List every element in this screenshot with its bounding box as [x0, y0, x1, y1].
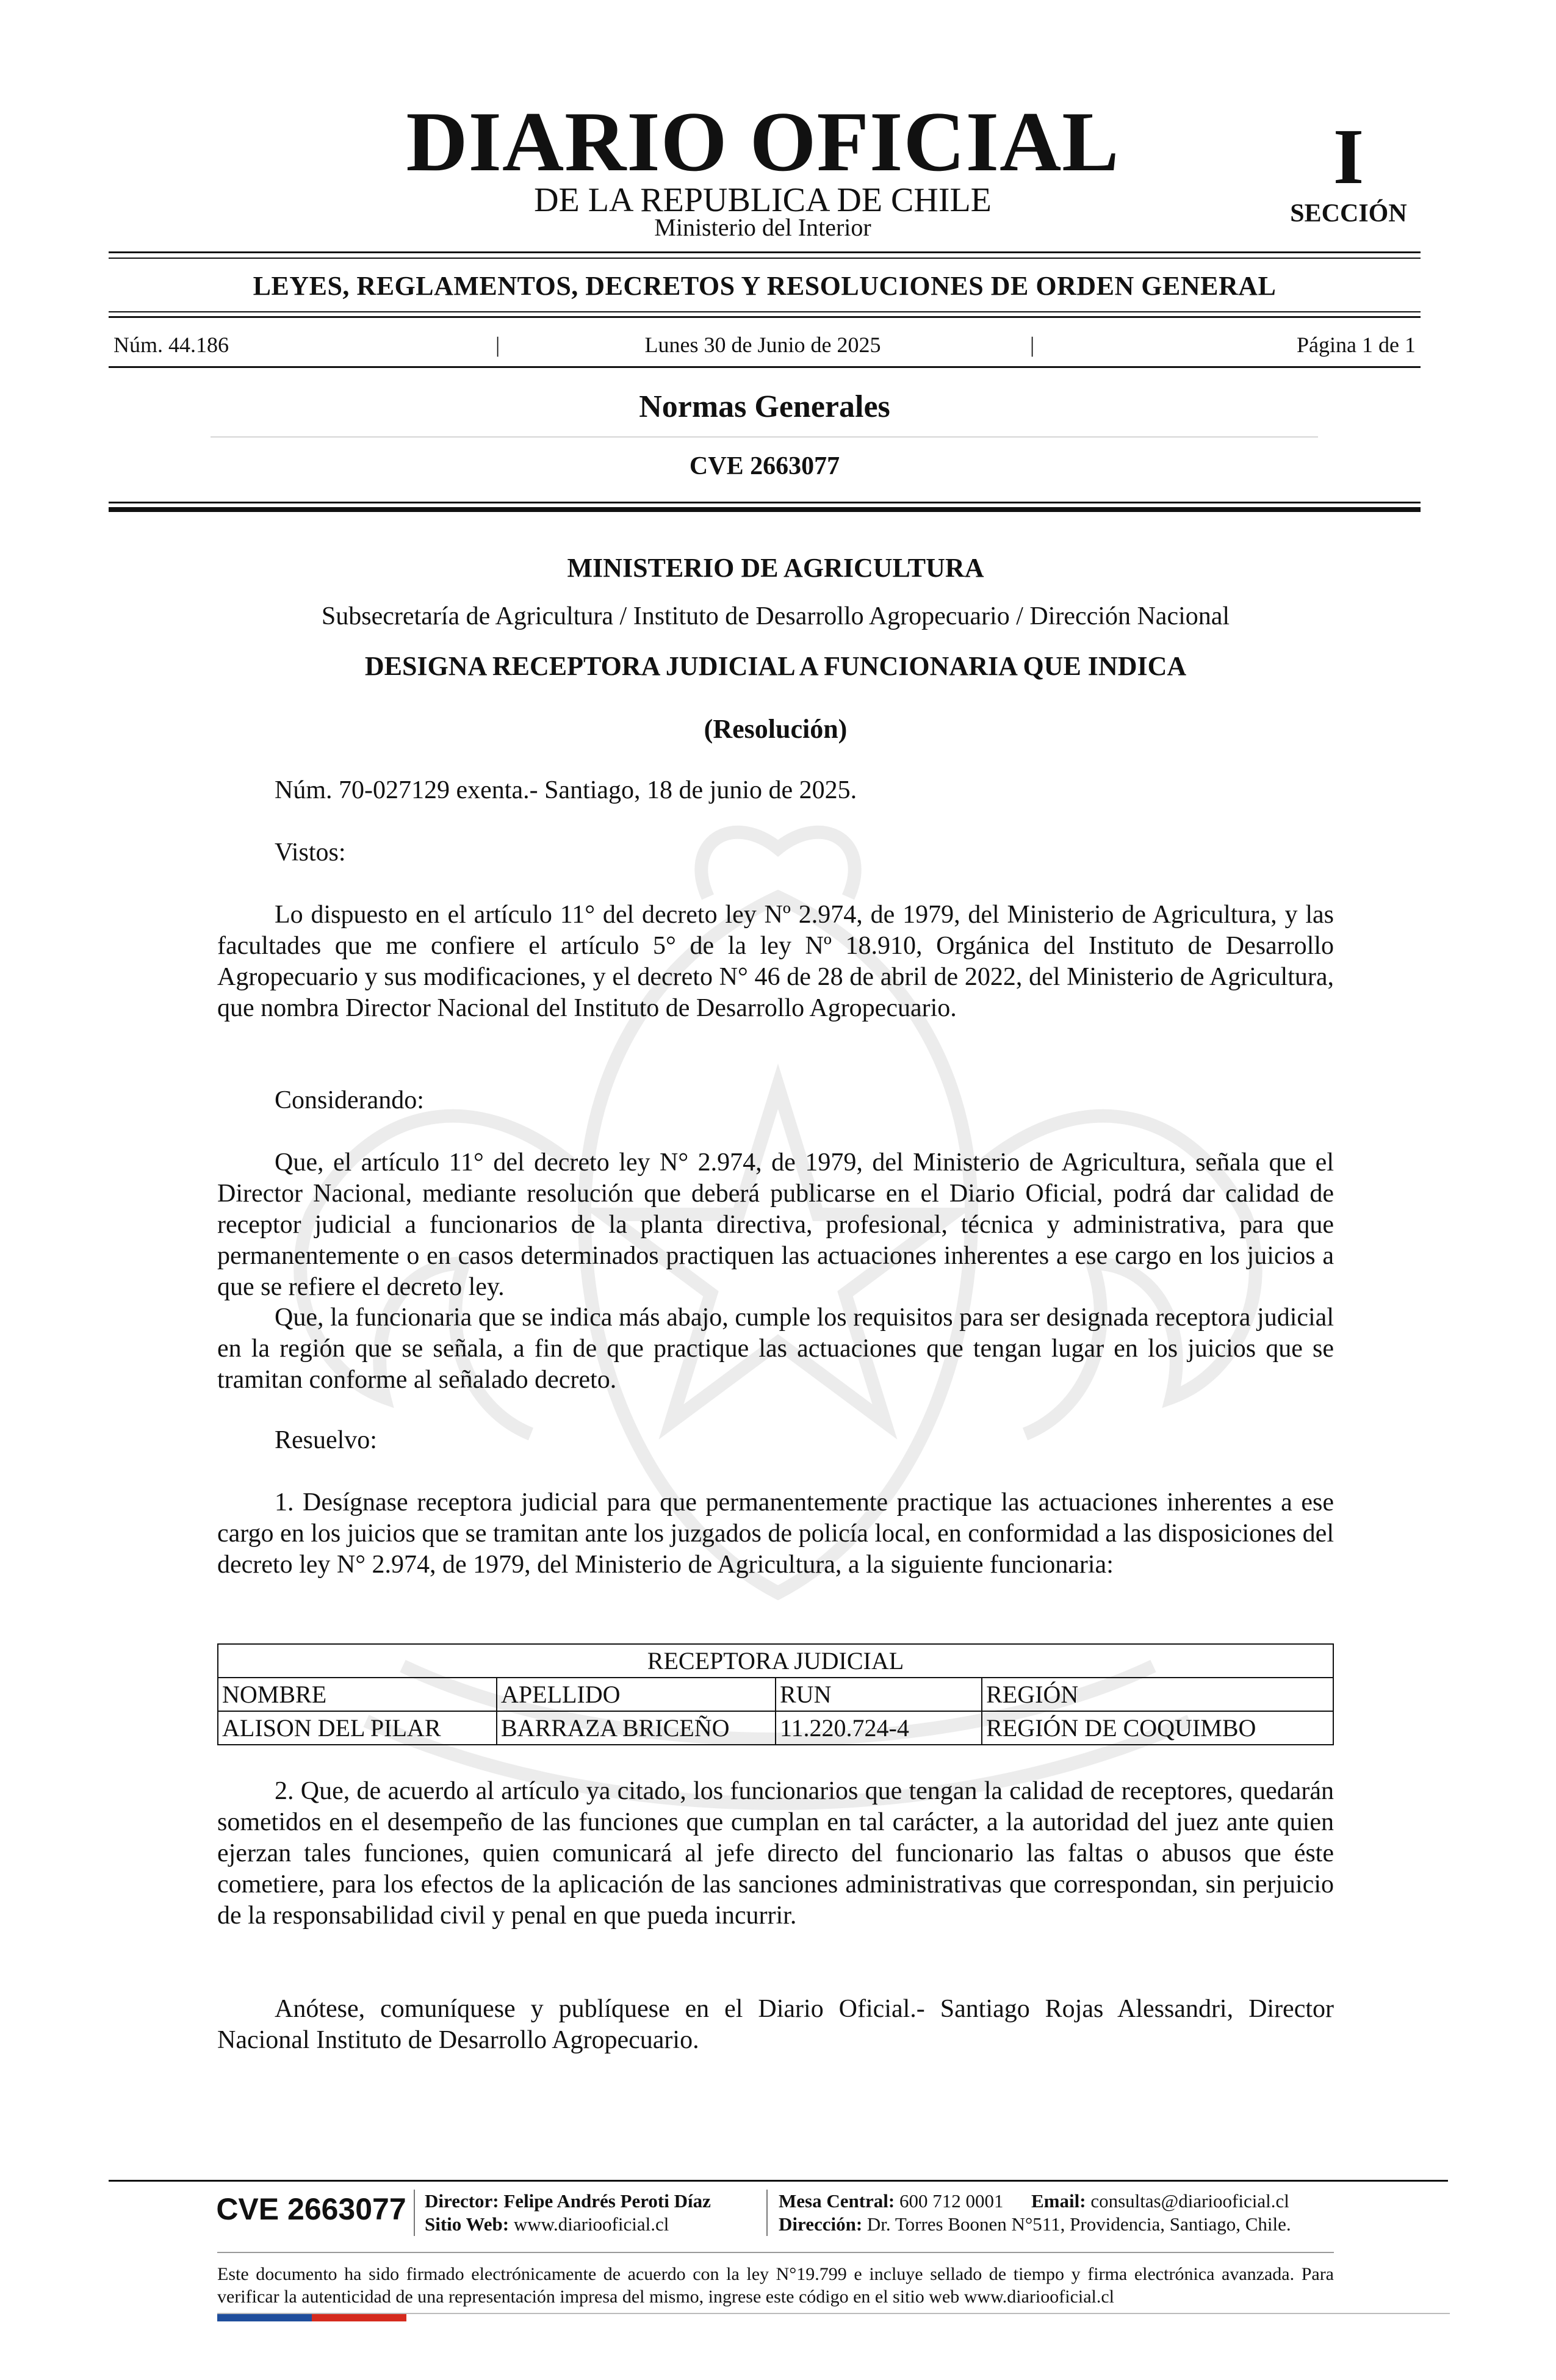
table-caption-row — [218, 1644, 1333, 1678]
footer-separator — [217, 2252, 1334, 2253]
cve-code: CVE 2663077 — [689, 452, 840, 480]
footer-cve-code: CVE 2663077 — [216, 2192, 406, 2226]
section-number: I — [1333, 113, 1364, 201]
considerando-paragraph: Que, la funcionaria que se indica más abajo, cumple los requisitos para ser designada receptora judicial en la región que se señala, a fin de que practique las actuaciones que tengan lugar en los juicios que se tramitan conforme al señalado decreto. — [217, 1304, 1334, 1394]
resuelvo-paragraph: 1. Desígnase receptora judicial para que permanentemente practique las actuaciones inherentes a ese cargo en los juicios que se tramitan ante los juzgados de policía local, en conformidad a las disposiciones del decreto ley N° 2.974, de 1979, del Ministerio de Agricultura, a la siguiente funcionaria: — [217, 1488, 1334, 1579]
director-name: Felipe Andrés Peroti Díaz — [503, 2190, 711, 2212]
footer-website — [425, 2213, 669, 2236]
masthead-subtitle: DE LA REPUBLICA DE CHILE — [534, 181, 992, 219]
issue-date: Lunes 30 de Junio de 2025 — [644, 333, 881, 357]
table-cell: ALISON DEL PILAR — [218, 1711, 497, 1745]
issue-rule — [109, 366, 1421, 368]
closing-paragraph: Anótese, comuníquese y publíquese en el Diario Oficial.- Santiago Rojas Alessandri, Director Nacional Instituto de Desarrollo Agropecuario. — [217, 1995, 1334, 2054]
flag-stripe-red — [312, 2314, 406, 2321]
email-label: Email: — [1031, 2190, 1086, 2212]
ministry-heading: MINISTERIO DE AGRICULTURA — [567, 553, 984, 583]
subsecretaria-line: Subsecretaría de Agricultura / Instituto de Desarrollo Agropecuario / Dirección Nacional — [321, 602, 1230, 630]
issue-page: Página 1 de 1 — [1297, 333, 1416, 357]
table-caption: RECEPTORA JUDICIAL — [218, 1644, 1333, 1678]
footer-rule — [109, 2180, 1448, 2182]
resolution-title: DESIGNA RECEPTORA JUDICIAL A FUNCIONARIA QUE INDICA — [364, 651, 1187, 681]
column-header: REGIÓN — [982, 1678, 1333, 1711]
director-label: Director: — [425, 2190, 499, 2212]
category-heading: LEYES, REGLAMENTOS, DECRETOS Y RESOLUCIONES DE ORDEN GENERAL — [253, 271, 1277, 301]
address-label: Dirección: — [779, 2213, 863, 2235]
resuelvo-label: Resuelvo: — [275, 1426, 377, 1454]
considerando-paragraph: Que, el artículo 11° del decreto ley N° 2.974, de 1979, del Ministerio de Agricultura, señala que el Director Nacional, mediante resolución que deberá publicarse en el Diario Oficial, podrá dar calidad de receptor judicial a funcionarios de la planta directiva, profesional, técnica y administrativa, para que permanentemente o en casos determinados practiquen las actuaciones inherentes a ese cargo en los juicios a que se refiere el decreto ley. — [217, 1149, 1334, 1301]
website-label: Sitio Web: — [425, 2213, 510, 2235]
header-rule — [109, 251, 1421, 253]
vistos-label: Vistos: — [275, 838, 346, 867]
header-rule — [109, 258, 1421, 259]
issue-separator: | — [1030, 333, 1035, 357]
section-title: Normas Generales — [639, 389, 890, 424]
resuelvo-paragraph: 2. Que, de acuerdo al artículo ya citado, los funcionarios que tengan la calidad de receptores, quedarán sometidos en el desempeño de las funciones que cumplan en tal carácter, a la autoridad del juez ante quien ejerzan tales funciones, quien comunicará al jefe directo del funcionario las faltas o abusos que éste cometiere, para los efectos de la aplicación de las sanciones administrativas que correspondan, sin perjuicio de la responsabilidad civil y penal en que pueda incurrir. — [217, 1777, 1334, 1930]
section-divider — [211, 436, 1318, 438]
masthead-title: DIARIO OFICIAL — [406, 95, 1120, 189]
address-value: Dr. Torres Boonen N°511, Providencia, Santiago, Chile. — [866, 2213, 1291, 2235]
footer-divider — [766, 2190, 768, 2236]
category-rule — [109, 311, 1421, 312]
flag-stripe-blue — [217, 2314, 312, 2321]
issue-separator: | — [495, 333, 500, 357]
table-cell: 11.220.724-4 — [776, 1711, 982, 1745]
table-row — [218, 1711, 1333, 1745]
vistos-paragraph: Lo dispuesto en el artículo 11° del decreto ley Nº 2.974, de 1979, del Ministerio de Agricultura, y las facultades que me confiere el artículo 5° de la ley Nº 18.910, Orgánica del Instituto de Desarrollo Agropecuario y sus modificaciones, y el decreto N° 46 de 28 de abril de 2022, del Ministerio de Agricultura, que nombra Director Nacional del Instituto de Desarrollo Agropecuario. — [217, 901, 1334, 1022]
column-header: APELLIDO — [497, 1678, 776, 1711]
footer-address — [779, 2213, 1291, 2236]
email-link[interactable]: consultas@diariooficial.cl — [1090, 2190, 1289, 2212]
footer-divider — [414, 2190, 415, 2236]
footer-legal-notice: Este documento ha sido firmado electrónicamente de acuerdo con la ley N°19.799 e incluye sellado de tiempo y firma electrónica avanzada. Para verificar la autenticidad de una representación impresa del mismo, ingrese este código en el sitio web www.diariooficial.cl — [217, 2264, 1334, 2307]
designation-table — [217, 1643, 1334, 1745]
footer-contact — [779, 2190, 1289, 2213]
mesa-label: Mesa Central: — [779, 2190, 895, 2212]
issue-number: Núm. 44.186 — [113, 333, 229, 357]
table-cell: REGIÓN DE COQUIMBO — [982, 1711, 1333, 1745]
masthead-ministry: Ministerio del Interior — [654, 214, 871, 241]
cve-rule — [109, 507, 1421, 512]
table-header-row — [218, 1678, 1333, 1711]
resolution-type: (Resolución) — [704, 714, 848, 744]
column-header: RUN — [776, 1678, 982, 1711]
category-rule — [109, 316, 1421, 318]
table-cell: BARRAZA BRICEÑO — [497, 1711, 776, 1745]
cve-rule — [109, 502, 1421, 503]
column-header: NOMBRE — [218, 1678, 497, 1711]
section-label: SECCIÓN — [1290, 200, 1407, 228]
footer-director — [425, 2190, 711, 2213]
considerando-label: Considerando: — [275, 1086, 424, 1114]
resolution-number: Núm. 70-027129 exenta.- Santiago, 18 de junio de 2025. — [275, 776, 857, 804]
website-link[interactable]: www.diariooficial.cl — [513, 2213, 669, 2235]
mesa-phone: 600 712 0001 — [899, 2190, 1004, 2212]
